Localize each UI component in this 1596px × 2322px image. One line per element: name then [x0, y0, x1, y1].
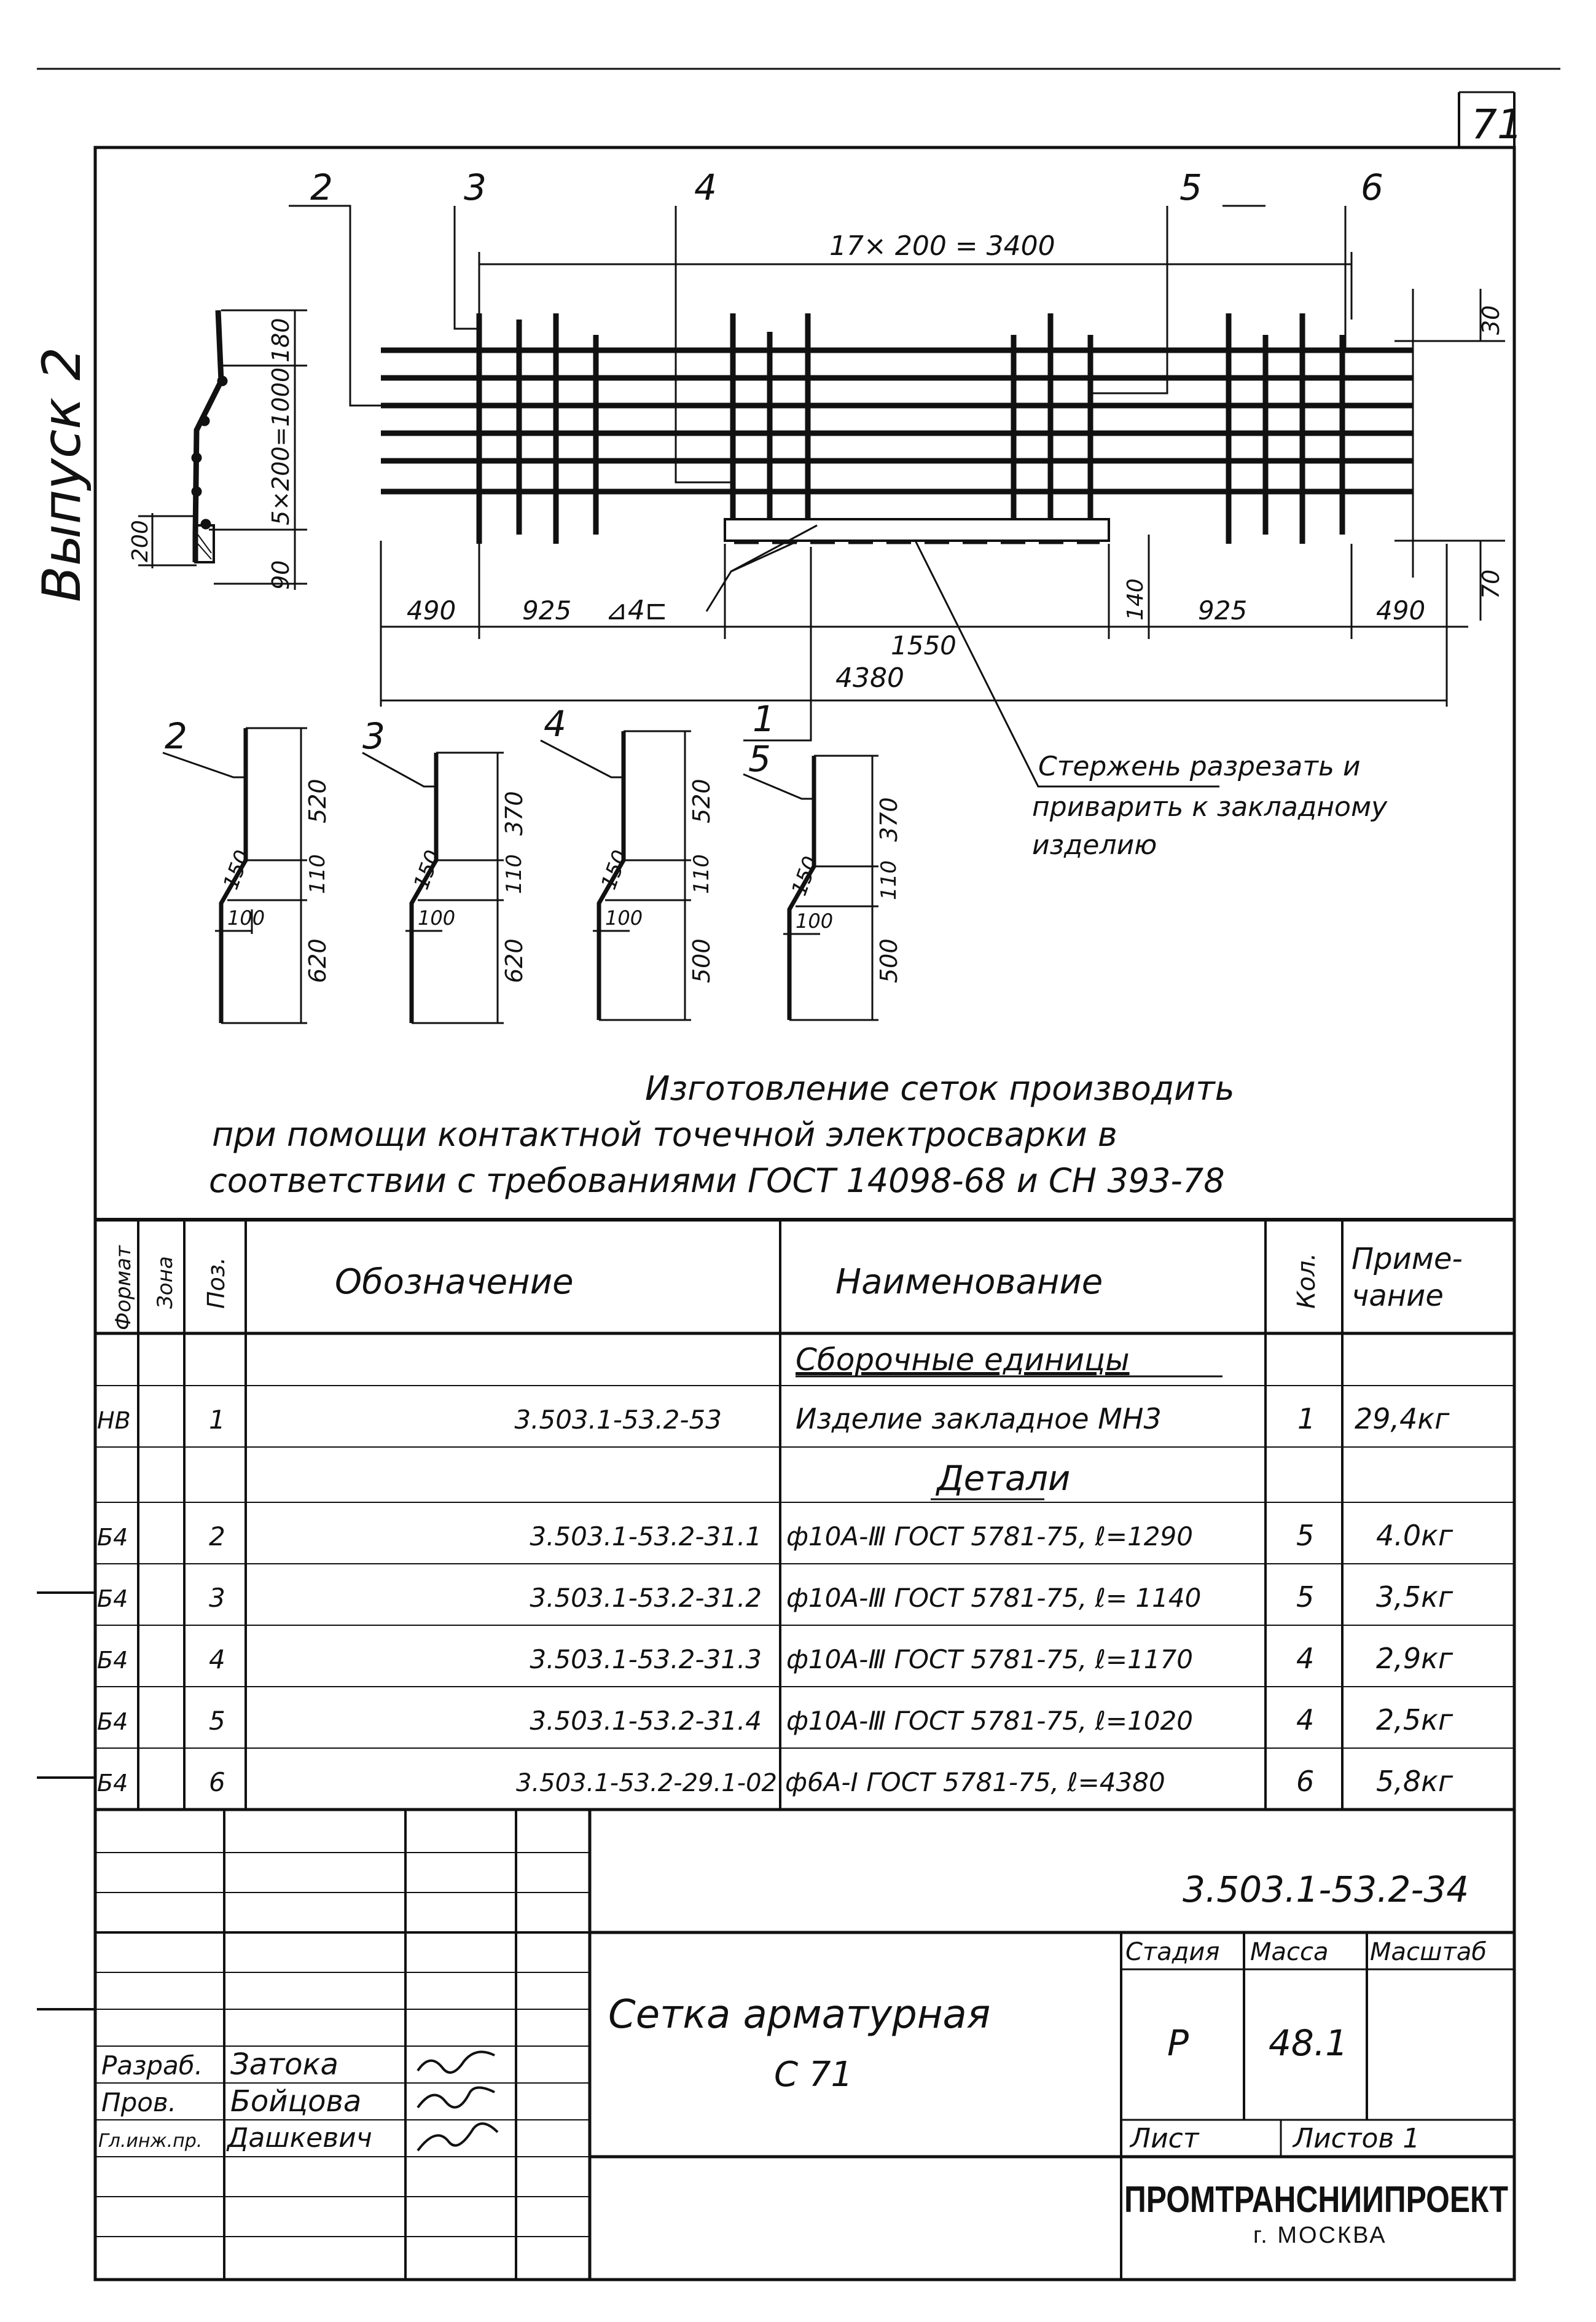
header-format: Формат: [111, 1245, 136, 1330]
top-dimension: 17× 200 = 3400: [829, 230, 1055, 262]
bottom-dim-925-right: 925: [1198, 595, 1248, 626]
right-dim-70: 70: [1477, 569, 1504, 599]
row3-name: ф10А-Ⅲ ГОСТ 5781-75, ℓ= 1140: [786, 1583, 1202, 1613]
row6-pos: 6: [209, 1767, 225, 1797]
side-dim-180: 180: [267, 318, 294, 363]
row4-pos: 4: [209, 1644, 225, 1674]
city: г. МОСКВА: [1253, 2222, 1387, 2248]
row6-name: ф6А-Ⅰ ГОСТ 5781-75, ℓ=4380: [785, 1767, 1165, 1797]
row2-name: ф10А-Ⅲ ГОСТ 5781-75, ℓ=1290: [786, 1521, 1193, 1551]
bar4-dim-500: 500: [688, 938, 715, 983]
cut-note-line-3: изделию: [1032, 830, 1157, 861]
side-label: Выпуск 2: [31, 347, 93, 602]
row5-format: Б4: [97, 1708, 128, 1735]
role-chief-engineer: Гл.инж.пр.: [98, 2130, 203, 2152]
role-checker: Пров.: [101, 2087, 177, 2117]
role-developer: Разраб.: [101, 2050, 203, 2081]
row1-pos: 1: [209, 1405, 225, 1435]
row1-qty: 1: [1297, 1402, 1316, 1435]
row3-qty: 5: [1296, 1580, 1315, 1614]
bar5-dim-370: 370: [875, 797, 902, 842]
name-developer: Затока: [230, 2047, 338, 2082]
row2-format: Б4: [97, 1524, 128, 1551]
instruction-line-2: при помощи контактной точечной электросварки в: [212, 1115, 1117, 1154]
header-name: Наименование: [835, 1262, 1103, 1302]
pos-label-1: 1: [753, 698, 775, 740]
bar3-label: 3: [362, 715, 385, 757]
side-dim-spacing: 5×200=1000: [267, 367, 294, 525]
sheet-label: Лист: [1130, 2123, 1199, 2154]
bar4-dim-520: 520: [688, 779, 715, 823]
row4-format: Б4: [97, 1647, 128, 1674]
pos-label-3: 3: [464, 167, 487, 208]
bar4-dim-110: 110: [689, 854, 714, 894]
row4-note: 2,9кг: [1376, 1642, 1453, 1675]
sheets-label: Листов 1: [1293, 2123, 1420, 2154]
bar5-dim-500: 500: [875, 938, 902, 983]
main-drawing: [289, 167, 1505, 861]
spec-table: [95, 1220, 1514, 1810]
instruction-line-3: соответствии с требованиями ГОСТ 14098-68 и СН 393-78: [209, 1161, 1225, 1200]
pos-label-4: 4: [694, 167, 717, 208]
bar5-label: 5: [748, 738, 771, 780]
row1-designation: 3.503.1-53.2-53: [514, 1405, 722, 1435]
header-note-line-1: Приме-: [1352, 1242, 1463, 1276]
row5-qty: 4: [1296, 1703, 1315, 1736]
sheet-number: 71: [1471, 101, 1523, 148]
row5-designation: 3.503.1-53.2-31.4: [530, 1706, 762, 1736]
bottom-dim-140: 140: [1123, 578, 1148, 621]
cut-note-line-1: Стержень разрезать и: [1038, 751, 1361, 782]
row5-name: ф10А-Ⅲ ГОСТ 5781-75, ℓ=1020: [786, 1706, 1193, 1736]
bottom-dim-490-left: 490: [407, 595, 456, 626]
scale-label: Масштаб: [1370, 1938, 1487, 1966]
row1-note: 29,4кг: [1355, 1402, 1450, 1435]
bottom-dim-490-right: 490: [1376, 595, 1426, 626]
row6-qty: 6: [1296, 1765, 1315, 1798]
instructions: [209, 1069, 1235, 1200]
name-checker: Бойцова: [230, 2084, 362, 2119]
bar5-dim-150: 150: [786, 853, 824, 900]
header-pos: Поз.: [203, 1257, 230, 1309]
row2-note: 4.0кг: [1376, 1519, 1453, 1552]
bar2-dim-150: 150: [218, 847, 256, 893]
row6-note: 5,8кг: [1376, 1765, 1453, 1798]
header-zone: Зона: [153, 1256, 178, 1309]
row5-pos: 5: [209, 1706, 225, 1736]
right-dim-30: 30: [1477, 305, 1504, 335]
row2-designation: 3.503.1-53.2-31.1: [530, 1521, 762, 1551]
row4-name: ф10А-Ⅲ ГОСТ 5781-75, ℓ=1170: [786, 1644, 1193, 1674]
bar3-dim-620: 620: [501, 938, 528, 983]
header-qty: Кол.: [1293, 1252, 1321, 1309]
stage-label: Стадия: [1125, 1938, 1220, 1966]
bottom-dim-925-left: 925: [522, 595, 572, 626]
bar5-dim-100: 100: [796, 909, 834, 933]
drawing-mark: С 71: [774, 2055, 853, 2095]
row2-qty: 5: [1296, 1519, 1315, 1552]
header-designation: Обозначение: [335, 1262, 574, 1302]
row1-format: НВ: [97, 1407, 131, 1434]
row3-designation: 3.503.1-53.2-31.2: [530, 1583, 762, 1613]
bar4-label: 4: [544, 703, 566, 745]
pos-label-5: 5: [1179, 167, 1202, 208]
bar2-dim-100: 100: [227, 906, 265, 930]
weld-symbol: ⊿4⊏: [605, 595, 668, 626]
mass-value: 48.1: [1269, 2022, 1348, 2064]
side-view: [128, 310, 307, 590]
bar3-dim-100: 100: [418, 906, 456, 930]
bent-bar-details: [163, 703, 902, 1023]
bar5-dim-110: 110: [877, 860, 901, 900]
mass-label: Масса: [1250, 1938, 1329, 1966]
title-block: [95, 1810, 1514, 2280]
row6-format: Б4: [97, 1770, 128, 1797]
bar2-dim-110: 110: [305, 854, 330, 894]
bar3-dim-110: 110: [502, 854, 526, 894]
row5-note: 2,5кг: [1376, 1703, 1453, 1736]
bar3-dim-370: 370: [501, 791, 528, 836]
cut-note-line-2: приварить к закладному: [1032, 791, 1388, 823]
doc-code: 3.503.1-53.2-34: [1183, 1869, 1469, 1910]
row2-pos: 2: [209, 1521, 225, 1551]
signatures: [418, 2052, 498, 2151]
instruction-line-1: Изготовление сеток производить: [645, 1069, 1235, 1108]
section-details: Детали: [937, 1459, 1071, 1499]
bar4-dim-150: 150: [596, 847, 633, 893]
bottom-dim-1550: 1550: [891, 630, 956, 661]
stage-value: Р: [1167, 2022, 1189, 2064]
bar4-dim-100: 100: [605, 906, 643, 930]
side-dim-90: 90: [267, 560, 294, 590]
bar2-dim-520: 520: [304, 779, 331, 823]
row3-pos: 3: [209, 1583, 225, 1613]
organization: ПРОМТРАНСНИИПРОЕКТ: [1124, 2179, 1508, 2220]
row3-format: Б4: [97, 1585, 128, 1612]
row1-name: Изделие закладное МН3: [796, 1402, 1162, 1435]
name-chief-engineer: Дашкевич: [227, 2122, 372, 2154]
section-assembly-units: Сборочные единицы: [796, 1342, 1130, 1378]
bar2-label: 2: [165, 715, 187, 757]
drawing-title: Сетка арматурная: [608, 1992, 991, 2038]
overall-dimension: 4380: [835, 662, 904, 694]
row6-designation: 3.503.1-53.2-29.1-02: [516, 1769, 777, 1797]
pos-label-2: 2: [310, 167, 333, 208]
row3-note: 3,5кг: [1376, 1580, 1453, 1614]
pos-label-6: 6: [1361, 167, 1383, 208]
side-dim-200: 200: [128, 520, 153, 562]
row4-designation: 3.503.1-53.2-31.3: [530, 1644, 762, 1674]
header-note-line-2: чание: [1352, 1279, 1444, 1313]
row4-qty: 4: [1296, 1642, 1315, 1675]
bar3-dim-150: 150: [409, 847, 446, 893]
bar2-dim-620: 620: [304, 938, 331, 983]
